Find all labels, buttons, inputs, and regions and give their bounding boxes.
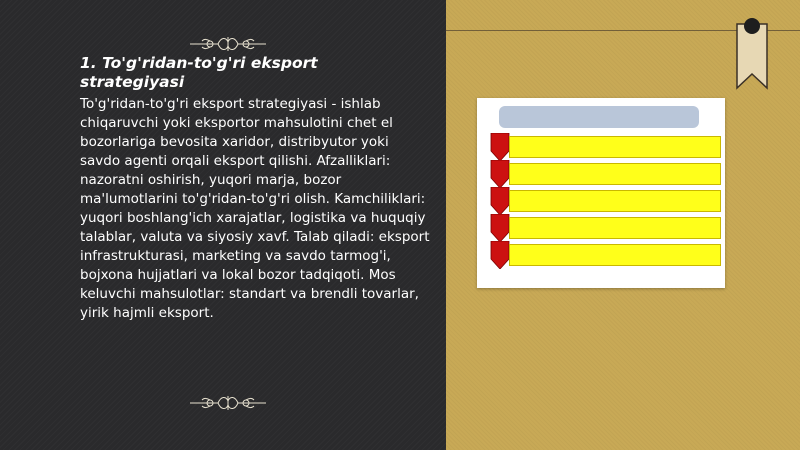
diagram-step-box bbox=[509, 163, 721, 185]
slide-title: 1. To'g'ridan-to'g'ri eksport strategiyasi bbox=[80, 54, 318, 91]
slide-body-text: To'g'ridan-to'g'ri eksport strategiyasi - ishlab chiqaruvchi yoki eksportor mahsulotini chet el bozorlariga bevosita xaridor, distribyutor yoki savdo agenti orqali eksport qilishi. Afzalliklari: nazoratni oshirish, yuqori marja, bozor ma'lumotlarini to'g'ridan-to'g'ri olish. Kamchiliklari: yuqori boshlang'ich xarajatlar, logistika va huquqiy talablar, valuta va siyosiy xavf. Talab qiladi: eksport infrastrukturasi, marketing va savdo tarmog'i, bojxona hujjatlari va lokal bozor tadqiqoti. Mos keluvchi mahsulotlar: standart va brendli tovarlar, yirik hajmli eksport. bbox=[80, 96, 430, 321]
diagram-step bbox=[489, 244, 711, 266]
ornament-bottom-icon bbox=[188, 392, 268, 414]
chevron-down-icon bbox=[489, 133, 511, 161]
diagram-step bbox=[489, 163, 711, 185]
process-diagram bbox=[477, 98, 725, 288]
diagram-step-box bbox=[509, 217, 721, 239]
diagram-header bbox=[499, 106, 699, 128]
diagram-step bbox=[489, 190, 711, 212]
ornament-top-icon bbox=[188, 33, 268, 55]
chevron-down-icon bbox=[489, 214, 511, 242]
chevron-down-icon bbox=[489, 160, 511, 188]
diagram-step bbox=[489, 217, 711, 239]
diagram-step bbox=[489, 136, 711, 158]
diagram-step-box bbox=[509, 244, 721, 266]
chevron-down-icon bbox=[489, 241, 511, 269]
bookmark-icon bbox=[733, 18, 771, 94]
diagram-step-box bbox=[509, 136, 721, 158]
chevron-down-icon bbox=[489, 187, 511, 215]
diagram-step-box bbox=[509, 190, 721, 212]
